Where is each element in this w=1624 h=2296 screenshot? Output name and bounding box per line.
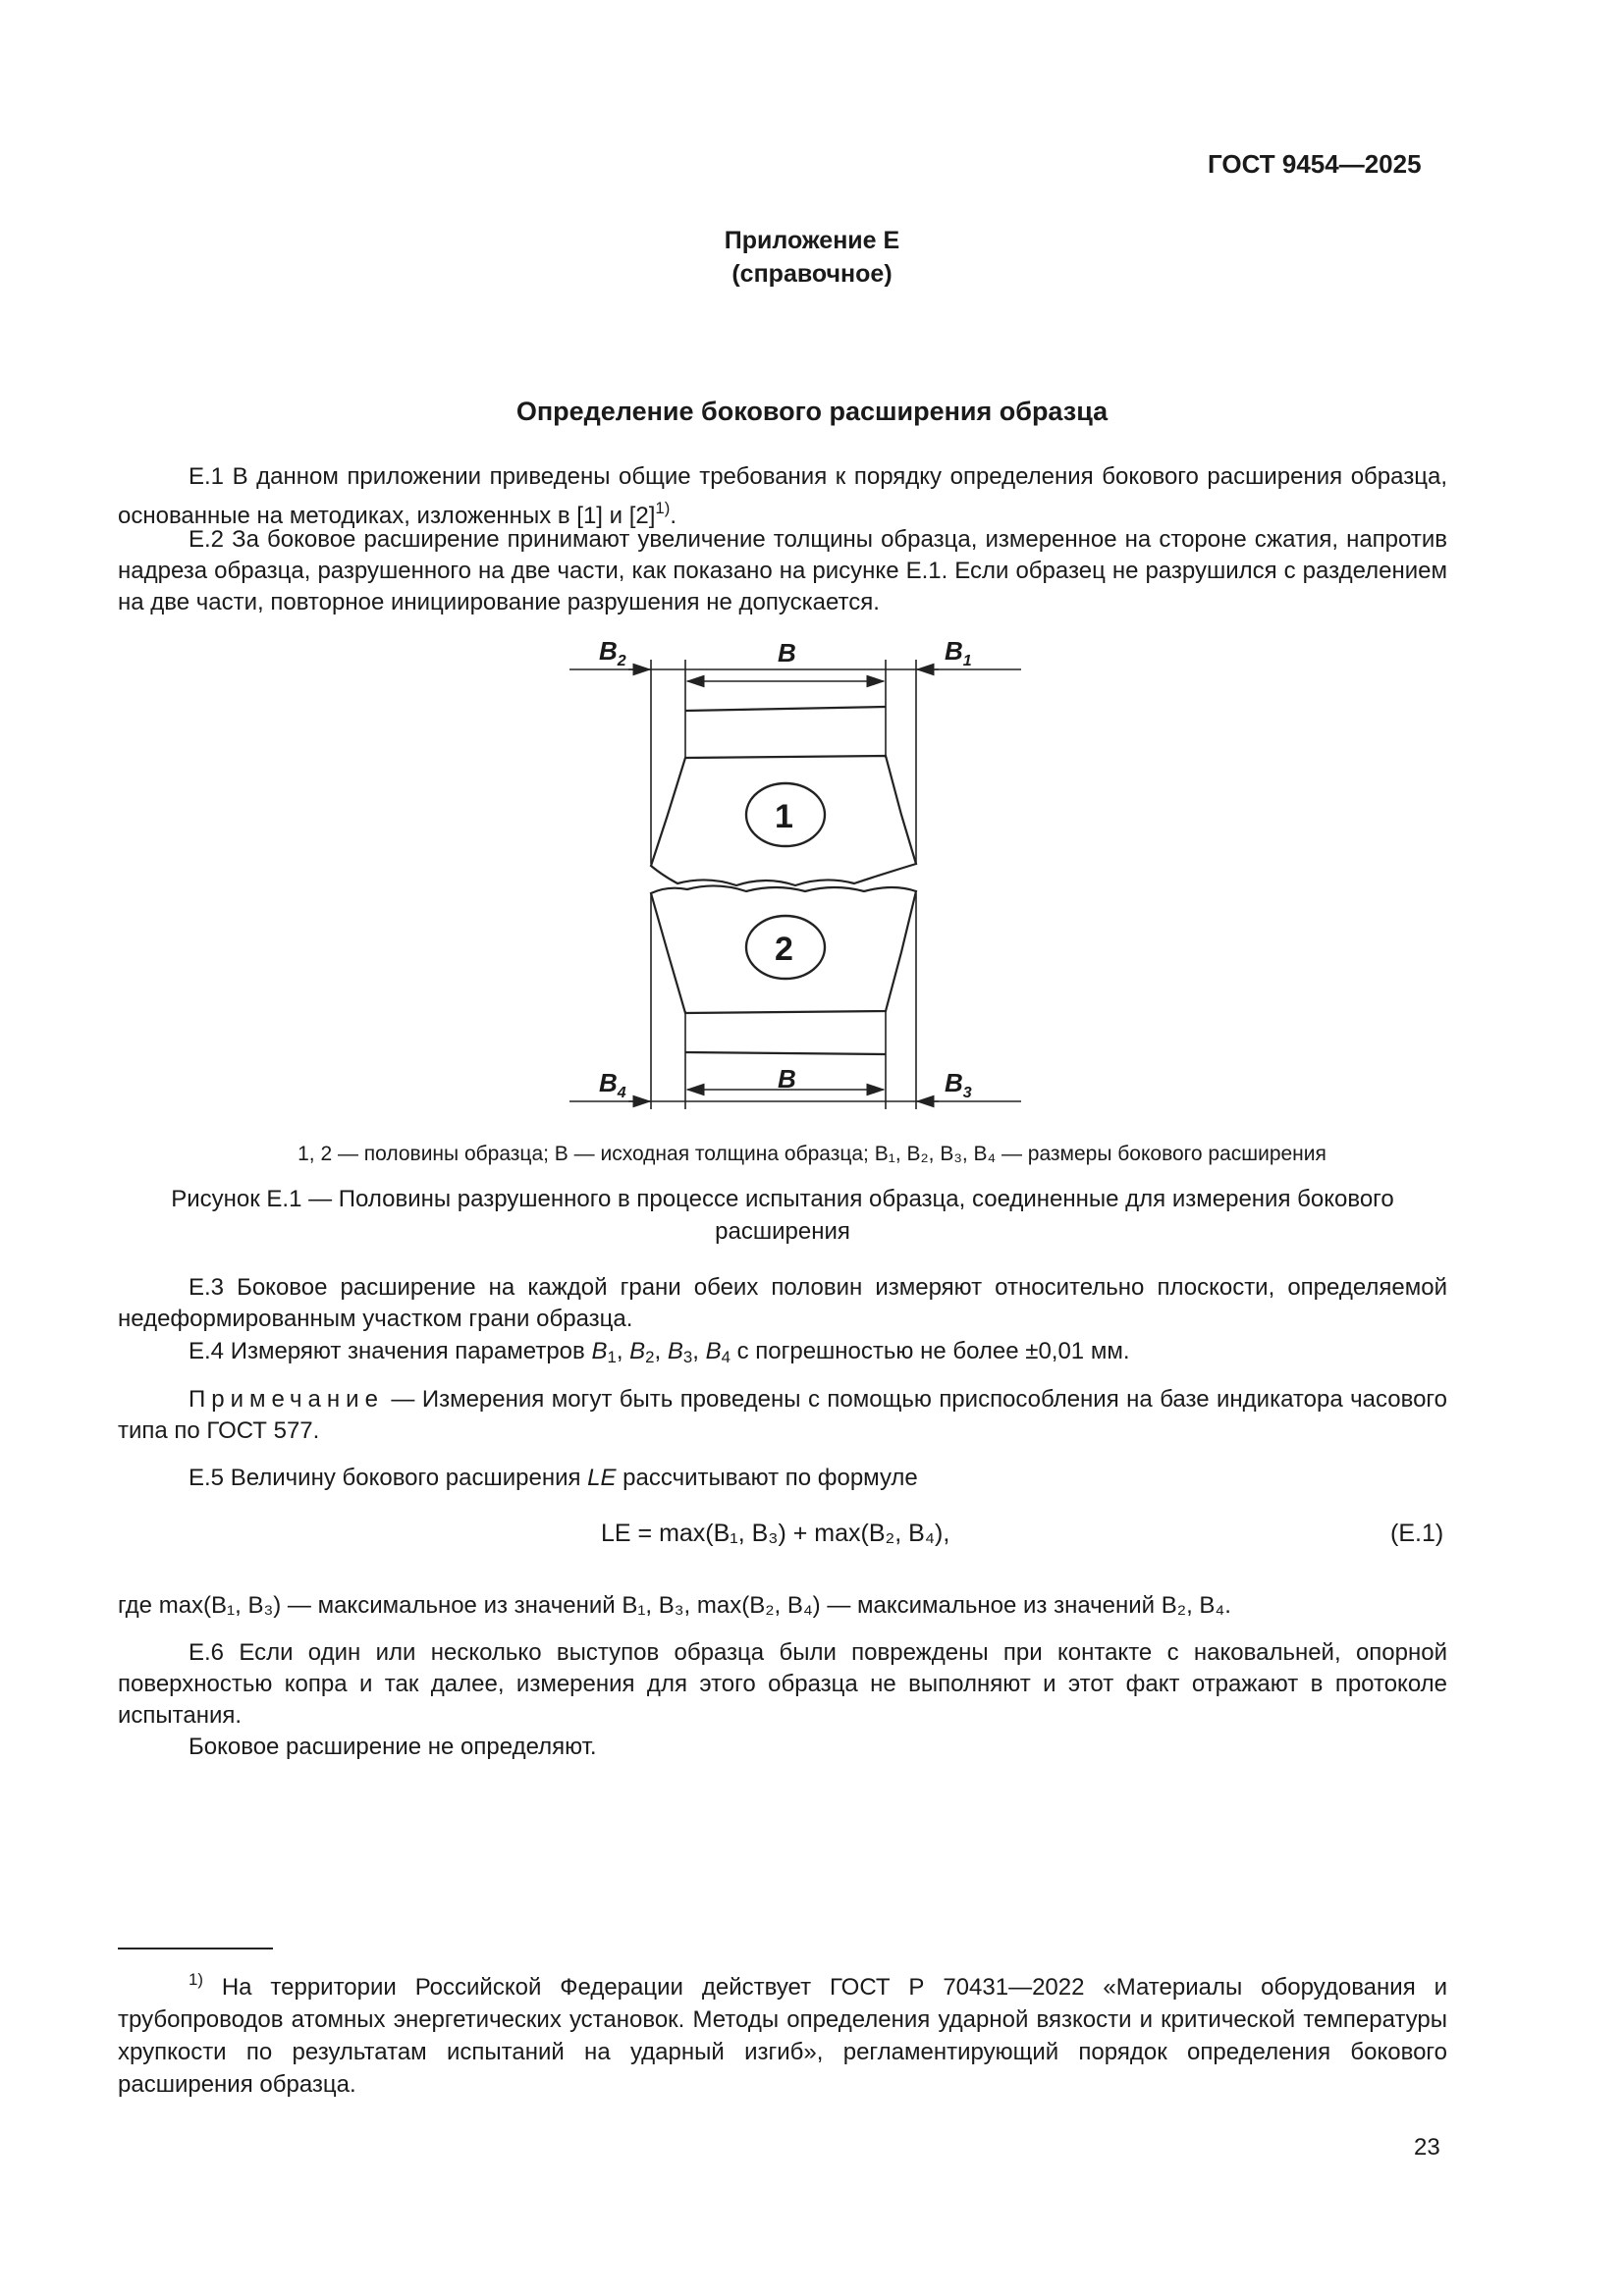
label-b3: $B_3$ <box>945 1068 972 1101</box>
formula-number: (Е.1) <box>1390 1520 1444 1547</box>
paragraph-e5 <box>118 1463 1447 1494</box>
footnote-divider <box>118 1948 273 1949</box>
lower-half-bottom-edge <box>685 1052 886 1054</box>
page-number: 23 <box>1414 2134 1440 2161</box>
paragraph-e3: Е.3 Боковое расширение на каждой грани обеих половин измеряют относительно плоскости, определяемой недеформированным участком грани образца. <box>118 1274 1447 1332</box>
half-1-label: 1 <box>775 798 793 835</box>
paragraph-e4-start: Е.4 Измеряют значения параметров <box>189 1338 592 1364</box>
label-b1: $B_1$ <box>945 636 972 669</box>
paragraph-e2: Е.2 За боковое расширение принимают увеличение толщины образца, измеренное на стороне сжатия, напротив надреза образца, разрушенного на две части, как показано на рисунке Е.1. Если образец не разрушился с разделением на две части, повторное инициирование разрушения не допускается. <box>118 526 1447 615</box>
section-title: Определение бокового расширения образца <box>515 397 1109 426</box>
symbol-b4-sub: 4 <box>721 1348 731 1366</box>
paragraph-e6: Е.6 Если один или несколько выступов образца были повреждены при контакте с наковальней, опорной поверхностью копра и так далее, измерения для этого образца не выполняют и этот факт отражают в протоколе испытания. <box>118 1639 1447 1729</box>
note <box>118 1384 1447 1447</box>
footnote-reference[interactable]: 1) <box>655 499 671 517</box>
symbol-le: LE <box>587 1465 617 1491</box>
symbol-b3: B <box>667 1338 683 1364</box>
label-b-bottom: B <box>778 1064 796 1094</box>
symbol-b2-sub: 2 <box>645 1348 655 1366</box>
final-statement: Боковое расширение не определяют. <box>189 1734 597 1760</box>
paragraph-e1-end: . <box>670 503 677 529</box>
upper-half-top-edge <box>685 707 886 711</box>
figure-legend: 1, 2 — половины образца; B — исходная толщина образца; B₁, B₂, B₃, B₄ — размеры бокового расширения <box>298 1143 1326 1165</box>
label-b4: $B_4$ <box>599 1068 626 1101</box>
formula-expression: LE = max(B₁, B₃) + max(B₂, B₄), <box>601 1520 950 1547</box>
formula-explanation: где max(B₁, B₃) — максимальное из значений B₁, B₃, max(B₂, B₄) — максимальное из значений B₂, B₄. <box>118 1592 1231 1619</box>
symbol-b1-sub: 1 <box>607 1348 617 1366</box>
appendix-title: Приложение Е <box>724 227 900 254</box>
footnote <box>118 1963 1447 2101</box>
figure-caption: Рисунок Е.1 — Половины разрушенного в процессе испытания образца, соединенные для измерения бокового расширения <box>171 1186 1394 1245</box>
label-b2: $B_2$ <box>599 636 626 669</box>
symbol-b1: B <box>591 1338 608 1364</box>
label-b-top: B <box>778 638 796 667</box>
note-text: — Измерения могут быть проведены с помощью приспособления на базе индикатора часового типа по ГОСТ 577. <box>118 1386 1447 1444</box>
paragraph-e1-text: Е.1 В данном приложении приведены общие требования к порядку определения бокового расширения образца, основанные на методиках, изложенных в [1] и [2] <box>118 463 1447 529</box>
paragraph-e5-start: Е.5 Величину бокового расширения <box>189 1465 588 1491</box>
appendix-subtitle: (справочное) <box>731 260 893 288</box>
paragraph-e4: Е.4 Измеряют значения параметров $B_1$, $B_2$, $B_3$, $B_4$ с погрешностью не более ±0,01 мм. <box>189 1338 1130 1366</box>
symbol-b2: B <box>629 1338 646 1364</box>
half-2-label: 2 <box>775 931 793 968</box>
symbol-b4: B <box>705 1338 722 1364</box>
paragraph-e4-end: с погрешностью не более ±0,01 мм. <box>730 1338 1130 1364</box>
footnote-text: На территории Российской Федерации действует ГОСТ Р 70431—2022 «Материалы оборудования и трубопроводов атомных энергетических установок. Методы определения ударной вязкости и критической температуры хрупкости по результатам испытаний на ударный изгиб», регламентирующий порядок определения бокового расширения образца. <box>118 1974 1447 2098</box>
document-code: ГОСТ 9454—2025 <box>1208 149 1422 179</box>
footnote-marker: 1) <box>189 1970 203 1989</box>
symbol-b3-sub: 3 <box>682 1348 693 1366</box>
note-label: Примечание <box>189 1386 384 1413</box>
paragraph-e5-end: рассчитывают по формуле <box>616 1465 918 1491</box>
